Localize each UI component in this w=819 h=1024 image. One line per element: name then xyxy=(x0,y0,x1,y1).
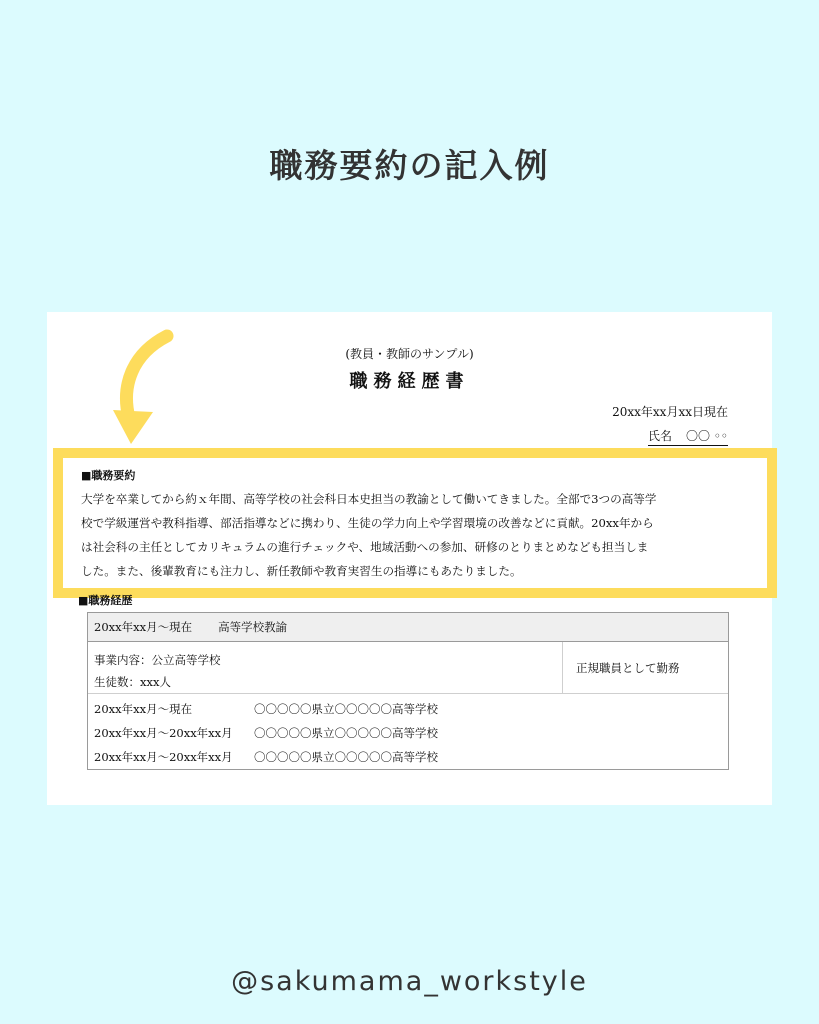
summary-line: した。また、後輩教育にも注力し、新任教師や教育実習生の指導にもあたりました。 xyxy=(81,564,522,578)
name-line xyxy=(648,427,728,446)
resume-document xyxy=(47,312,772,805)
summary-line: は社会科の主任としてカリキュラムの進行チェックや、地域活動への参加、研修のとりまとめなども担当しま xyxy=(81,540,649,554)
summary-text xyxy=(81,487,749,583)
date-line: 20xx年xx月xx日現在 xyxy=(612,405,728,419)
row-school: 〇〇〇〇〇県立〇〇〇〇〇高等学校 xyxy=(254,726,438,740)
document-title: 職務経歴書 xyxy=(349,371,470,392)
row-school: 〇〇〇〇〇県立〇〇〇〇〇高等学校 xyxy=(254,750,438,764)
history-table xyxy=(87,612,729,770)
summary-label: ■職務要約 xyxy=(81,469,136,482)
header-role: 高等学校教諭 xyxy=(218,620,288,634)
name-value: 〇〇 ◦◦ xyxy=(686,429,728,443)
account-handle: @sakumama_workstyle xyxy=(231,966,588,997)
employment-type: 正規職員として勤務 xyxy=(562,642,728,693)
row-period: 20xx年xx月～20xx年xx月 xyxy=(94,726,233,740)
table-row xyxy=(94,697,722,721)
details-left xyxy=(88,642,562,693)
summary-line: 大学を卒業してから約ｘ年間、高等学校の社会科日本史担当の教諭として働いてきました。全部で3つの高等学 xyxy=(81,492,657,506)
row-period: 20xx年xx月～20xx年xx月 xyxy=(94,750,233,764)
page-heading: 職務要約の記入例 xyxy=(269,146,550,185)
student-count: 生徒数：xxx人 xyxy=(94,675,171,689)
sample-note: (教員・教師のサンプル) xyxy=(345,347,474,361)
summary-line: 校で学級運営や教科指導、部活指導などに携わり、生徒の学力向上や学習環境の改善などに貢献。20xx年から xyxy=(81,516,654,530)
history-table-details xyxy=(88,642,728,694)
history-table-header xyxy=(88,613,728,642)
row-period: 20xx年xx月～現在 xyxy=(94,702,193,716)
history-rows xyxy=(88,694,728,769)
name-label: 氏名 xyxy=(648,429,673,443)
business-content: 事業内容：公立高等学校 xyxy=(94,653,221,667)
row-school: 〇〇〇〇〇県立〇〇〇〇〇高等学校 xyxy=(254,702,438,716)
table-row xyxy=(94,721,722,745)
history-label: ■職務経歴 xyxy=(78,594,133,607)
summary-highlight-box xyxy=(53,448,777,598)
table-row xyxy=(94,745,722,769)
header-period: 20xx年xx月～現在 xyxy=(94,620,193,634)
